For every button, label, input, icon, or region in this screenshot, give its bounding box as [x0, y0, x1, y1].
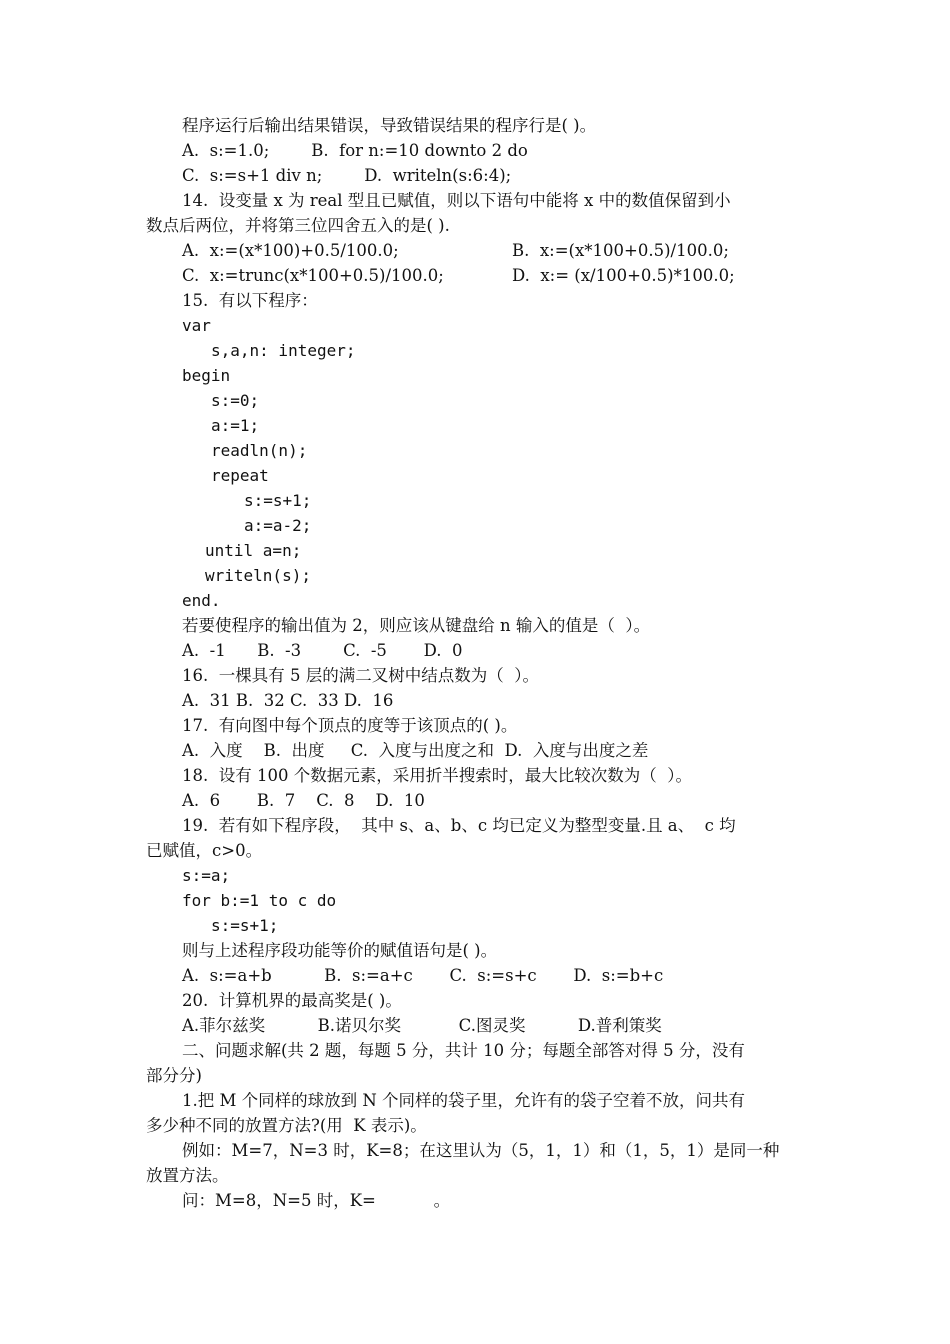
q16-options: A. 31 B. 32 C. 33 D. 16 [182, 691, 394, 710]
problem1-question-line: 问：M=8，N=5 时，K= 。 [182, 1191, 451, 1210]
q19-options: A. s:=a+b B. s:=a+c C. s:=s+c D. s:=b+c [182, 966, 664, 985]
code-line: for b:=1 to c do [182, 891, 337, 910]
q15-options: A. -1 B. -3 C. -5 D. 0 [182, 641, 463, 660]
q13-options-ab: A. s:=1.0; B. for n:=10 downto 2 do [182, 141, 528, 160]
q19-question-line-2: 已赋值，c>0。 [146, 841, 263, 860]
code-line: repeat [211, 466, 269, 485]
code-line: s:=s+1; [211, 916, 279, 935]
q16-question-line: 16. 一棵具有 5 层的满二叉树中结点数为（ ）。 [182, 666, 539, 685]
q14-option-b: B. x:=(x*100+0.5)/100.0; [512, 241, 729, 260]
q15-prompt-line: 若要使程序的输出值为 2，则应该从键盘给 n 输入的值是（ ）。 [182, 616, 651, 635]
code-line: begin [182, 366, 231, 385]
q14-question-line-1: 14. 设变量 x 为 real 型且已赋值，则以下语句中能将 x 中的数值保留到小 [182, 191, 731, 210]
code-line: s:=0; [211, 391, 260, 410]
code-line: s:=s+1; [244, 491, 312, 510]
q20-options: A.菲尔兹奖 B.诺贝尔奖 C.图灵奖 D.普利策奖 [182, 1016, 662, 1035]
code-line: a:=1; [211, 416, 260, 435]
q13-question-line: 程序运行后输出结果错误，导致错误结果的程序行是( )。 [182, 116, 597, 135]
q17-question-line: 17. 有向图中每个顶点的度等于该顶点的( )。 [182, 716, 518, 735]
q18-options: A. 6 B. 7 C. 8 D. 10 [182, 791, 425, 810]
code-line: a:=a-2; [244, 516, 312, 535]
q14-option-a: A. x:=(x*100)+0.5/100.0; [182, 241, 399, 260]
problem1-line-2: 多少种不同的放置方法?(用 K 表示)。 [146, 1116, 427, 1135]
code-line: s,a,n: integer; [211, 341, 356, 360]
q15-question-line: 15. 有以下程序： [182, 291, 318, 310]
q19-prompt-line: 则与上述程序段功能等价的赋值语句是( )。 [182, 941, 498, 960]
section-heading-line-1: 二、问题求解(共 2 题，每题 5 分，共计 10 分；每题全部答对得 5 分，没有 [182, 1041, 745, 1060]
problem1-example-line-1: 例如：M=7，N=3 时，K=8；在这里认为（5，1，1）和（1，5，1）是同一种 [182, 1141, 780, 1160]
code-line: until a=n; [205, 541, 302, 560]
problem1-example-line-2: 放置方法。 [146, 1166, 229, 1185]
q13-options-cd: C. s:=s+1 div n; D. writeln(s:6:4); [182, 166, 512, 185]
q14-option-d: D. x:= (x/100+0.5)*100.0; [512, 266, 735, 285]
q18-question-line: 18. 设有 100 个数据元素，采用折半搜索时，最大比较次数为（ ）。 [182, 766, 692, 785]
code-line: writeln(s); [205, 566, 311, 585]
code-line: end. [182, 591, 221, 610]
section-heading-line-2: 部分分) [146, 1066, 202, 1085]
q14-option-c: C. x:=trunc(x*100+0.5)/100.0; [182, 266, 444, 285]
q14-question-line-2: 数点后两位，并将第三位四舍五入的是( ). [146, 216, 450, 235]
code-line: var [182, 316, 211, 335]
q17-options: A. 入度 B. 出度 C. 入度与出度之和 D. 入度与出度之差 [182, 741, 649, 760]
problem1-line-1: 1.把 M 个同样的球放到 N 个同样的袋子里，允许有的袋子空着不放，问共有 [182, 1091, 746, 1110]
code-line: readln(n); [211, 441, 308, 460]
q20-question-line: 20. 计算机界的最高奖是( )。 [182, 991, 402, 1010]
code-line: s:=a; [182, 866, 231, 885]
q19-question-line-1: 19. 若有如下程序段， 其中 s、a、b、c 均已定义为整型变量.且 a、 c 均 [182, 816, 736, 835]
